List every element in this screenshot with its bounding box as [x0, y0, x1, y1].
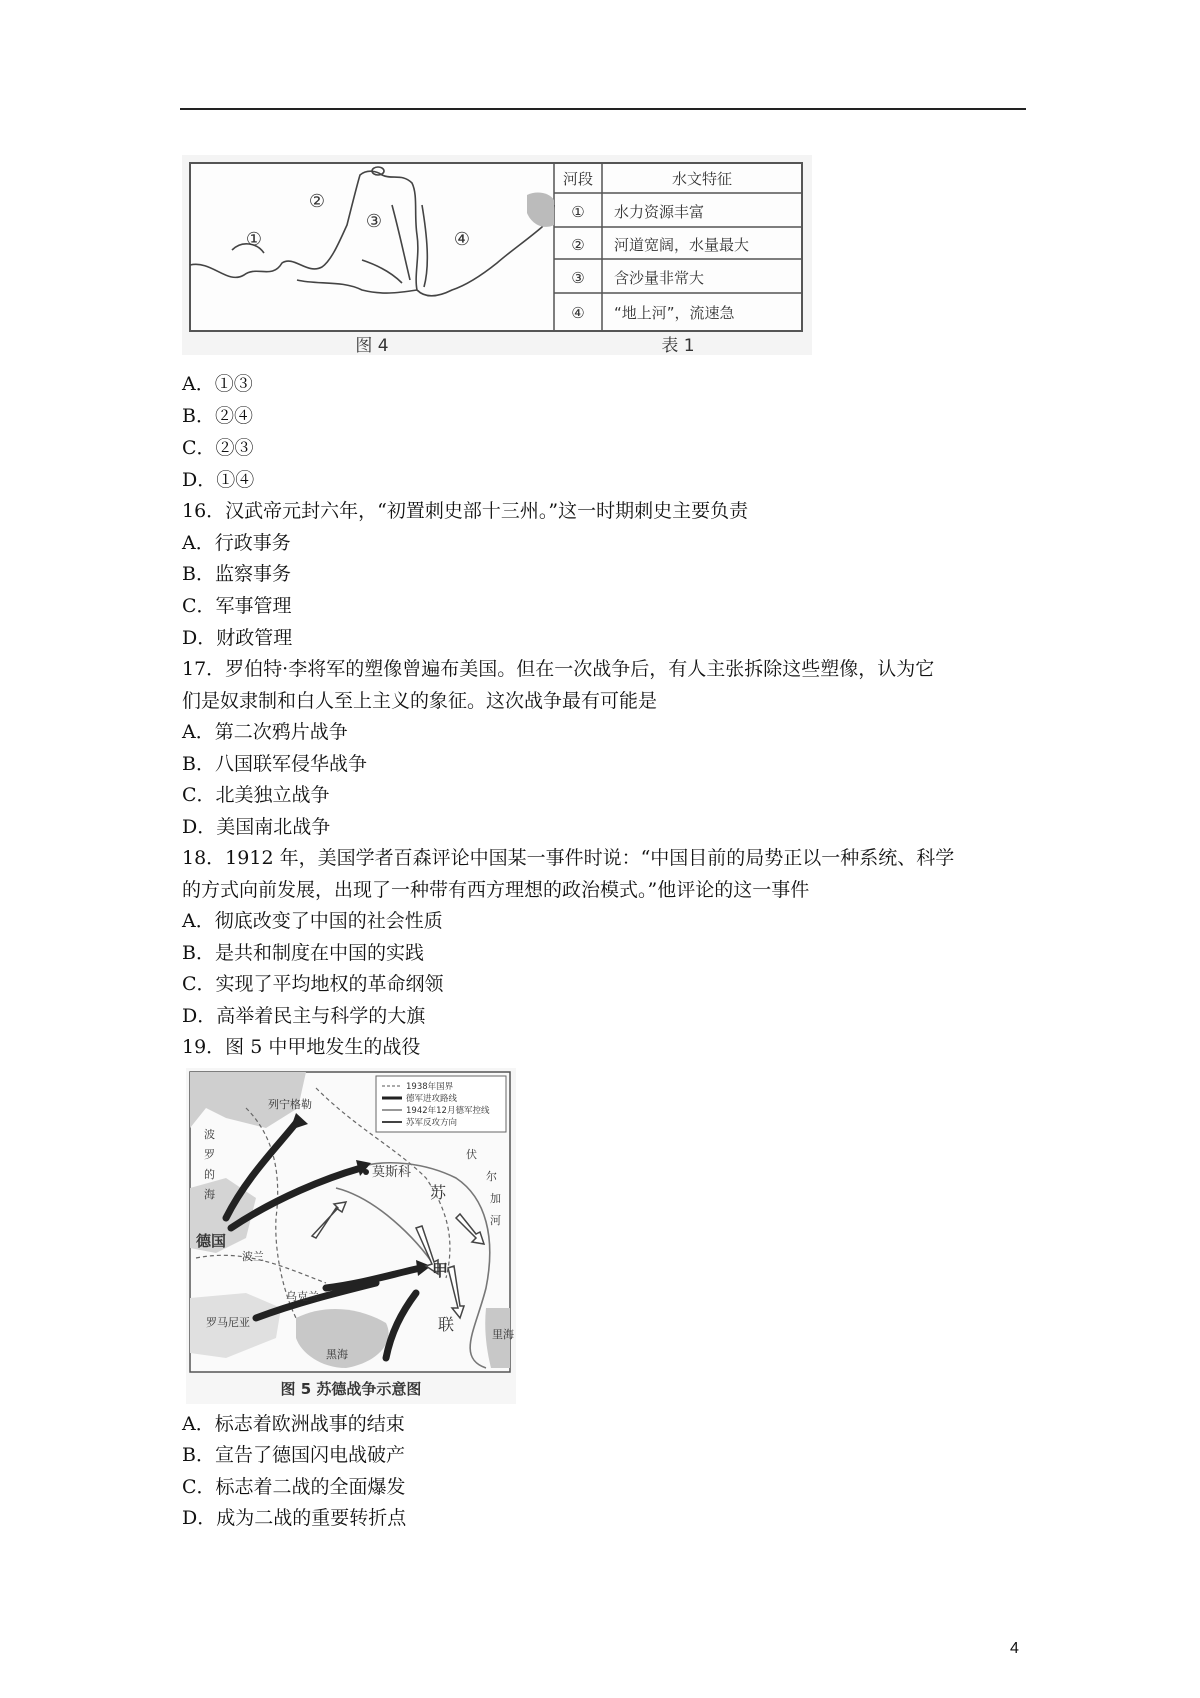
table-header-feature: 水文特征: [671, 170, 733, 188]
label-leningrad: 列宁格勒: [268, 1098, 312, 1111]
figure-4-caption: 图 4: [355, 336, 389, 355]
legend-border-1938: 1938年国界: [406, 1082, 454, 1092]
q17-option-c: C．北美独立战争: [182, 784, 330, 806]
q18-option-b: B．是共和制度在中国的实践: [182, 942, 424, 964]
q17-option-a: A．第二次鸦片战争: [182, 721, 348, 743]
q17-option-b: B．八国联军侵华战争: [182, 753, 367, 775]
q17-stem-line-1: 17．罗伯特·李将军的塑像曾遍布美国。但在一次战争后，有人主张拆除这些塑像，认为它: [182, 658, 935, 680]
q15-option-d: D．①④: [182, 469, 255, 491]
label-poland: 波兰: [242, 1250, 264, 1263]
table-row-1-segment: ①: [571, 203, 585, 221]
label-baltic-3: 的: [204, 1168, 215, 1181]
q17-option-d: D．美国南北战争: [182, 816, 331, 838]
q16-option-d: D．财政管理: [182, 627, 293, 649]
label-volga-4: 河: [490, 1214, 501, 1227]
q19-option-d: D．成为二战的重要转折点: [182, 1507, 407, 1529]
q18-option-d: D．高举着民主与科学的大旗: [182, 1005, 426, 1027]
q16-stem: 16．汉武帝元封六年，“初置刺史部十三州。”这一时期刺史主要负责: [182, 500, 749, 522]
label-baltic-2: 罗: [204, 1148, 215, 1161]
page-number: 4: [1010, 1640, 1019, 1657]
table-header-segment: 河段: [562, 170, 594, 188]
legend-german-attack: 德军进攻路线: [406, 1094, 458, 1104]
figure-4-table-1: [182, 155, 812, 355]
q19-stem: 19．图 5 中甲地发生的战役: [182, 1036, 421, 1058]
q18-stem-line-1: 18．1912 年，美国学者百森评论中国某一事件时说：“中国目前的局势正以一种系统、科学: [182, 847, 955, 869]
table-row-4-segment: ④: [571, 304, 585, 322]
label-romania: 罗马尼亚: [206, 1316, 250, 1329]
q16-option-a: A．行政事务: [182, 532, 291, 554]
label-caspian: 里海: [492, 1328, 514, 1341]
label-moscow: 莫斯科: [372, 1165, 412, 1180]
label-baltic-1: 波: [204, 1128, 215, 1141]
map-label-4: ④: [453, 229, 471, 250]
table-row-3-feature: 含沙量非常大: [614, 269, 705, 287]
table-row-4-feature: “地上河”，流速急: [614, 304, 735, 322]
label-lian: 联: [438, 1315, 455, 1334]
label-su: 苏: [430, 1183, 447, 1202]
q19-option-c: C．标志着二战的全面爆发: [182, 1476, 406, 1498]
label-ukraine: 乌克兰: [286, 1290, 319, 1303]
figure-5-soviet-german-war-map: [186, 1068, 516, 1404]
map-label-3: ③: [365, 211, 383, 232]
q18-option-a: A．彻底改变了中国的社会性质: [182, 910, 443, 932]
legend-german-line-1942: 1942年12月德军控线: [406, 1106, 490, 1116]
label-volga-2: 尔: [486, 1170, 497, 1183]
q18-stem-line-2: 的方式向前发展，出现了一种带有西方理想的政治模式。”他评论的这一事件: [182, 879, 810, 901]
q19-option-b: B．宣告了德国闪电战破产: [182, 1444, 405, 1466]
q17-stem-line-2: 们是奴隶制和白人至上主义的象征。这次战争最有可能是: [182, 690, 658, 712]
label-volga-1: 伏: [466, 1148, 477, 1161]
map-label-2: ②: [308, 191, 326, 212]
q15-option-a: A．①③: [182, 373, 253, 395]
q16-option-b: B．监察事务: [182, 563, 291, 585]
q15-option-b: B．②④: [182, 405, 253, 427]
label-germany: 德国: [196, 1232, 227, 1250]
q16-option-c: C．军事管理: [182, 595, 292, 617]
label-baltic-4: 海: [204, 1188, 215, 1201]
label-black-sea: 黑海: [326, 1348, 348, 1361]
figure-5-caption: 图 5 苏德战争示意图: [280, 1380, 422, 1398]
legend-soviet-counter: 苏军反攻方向: [406, 1118, 458, 1128]
figure-5-legend: [376, 1076, 506, 1132]
label-jia: 甲: [432, 1261, 449, 1280]
q19-option-a: A．标志着欧洲战事的结束: [182, 1413, 405, 1435]
table-row-1-feature: 水力资源丰富: [614, 203, 705, 221]
map-label-1: ①: [245, 229, 263, 250]
q18-option-c: C．实现了平均地权的革命纲领: [182, 973, 444, 995]
table-row-2-feature: 河道宽阔，水量最大: [614, 236, 750, 254]
table-row-3-segment: ③: [571, 269, 585, 287]
q15-option-c: C．②③: [182, 437, 254, 459]
table-1-caption: 表 1: [661, 336, 695, 355]
label-volga-3: 加: [490, 1192, 501, 1205]
header-rule: [180, 108, 1026, 110]
table-row-2-segment: ②: [571, 236, 585, 254]
